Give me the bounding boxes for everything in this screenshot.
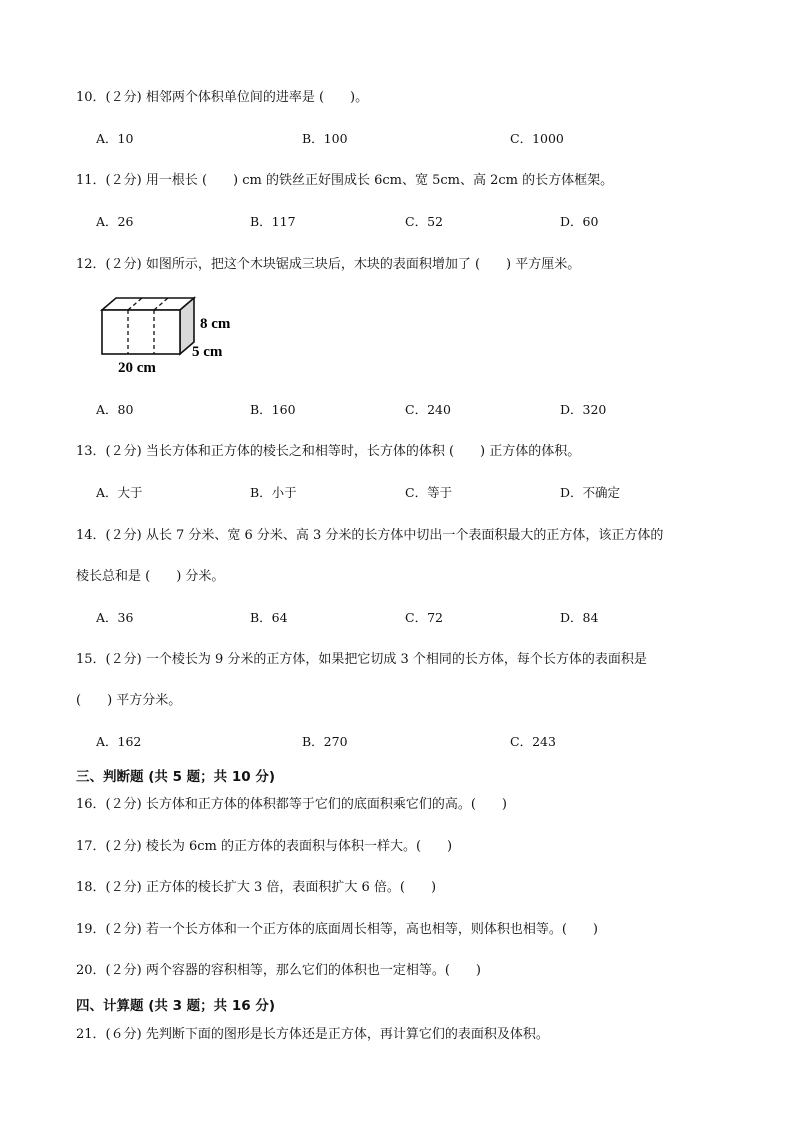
q11-option-b: B．117	[250, 214, 296, 229]
height-label: 8 cm	[200, 316, 231, 332]
question-14-line-2: 棱长总和是 ( ) 分米。	[76, 569, 225, 584]
q12-option-a: A．80	[96, 402, 134, 417]
q12-option-c: C．240	[405, 402, 451, 417]
q10-option-c: C．1000	[510, 131, 564, 146]
cuboid-front-face	[102, 310, 180, 354]
q10-option-b: B．100	[302, 131, 348, 146]
q12-option-b: B．160	[250, 402, 296, 417]
question-18: 18．(２分) 正方体的棱长扩大 3 倍，表面积扩大 6 倍。( )	[76, 880, 437, 895]
question-20: 20．(２分) 两个容器的容积相等，那么它们的体积也一定相等。( )	[76, 963, 481, 978]
cuboid-top-face	[102, 298, 194, 310]
question-10: 10．(２分) 相邻两个体积单位间的进率是 ( )。	[76, 90, 369, 105]
q15-option-a: A．162	[96, 734, 142, 749]
q14-option-a: A．36	[96, 610, 134, 625]
q14-option-b: B．64	[250, 610, 288, 625]
q14-option-c: C．72	[405, 610, 443, 625]
q15-option-c: C．243	[510, 734, 556, 749]
question-11: 11．(２分) 用一根长 ( ) cm 的铁丝正好围成长 6cm、宽 5cm、高 2cm 的长方体框架。	[76, 173, 614, 188]
q12-option-d: D．320	[560, 402, 607, 417]
question-13: 13．(２分) 当长方体和正方体的棱长之和相等时，长方体的体积 ( ) 正方体的体积。	[76, 444, 581, 459]
q11-option-d: D．60	[560, 214, 599, 229]
q13-option-a: A．大于	[96, 485, 143, 500]
q11-option-a: A．26	[96, 214, 134, 229]
question-21: 21．(６分) 先判断下面的图形是长方体还是正方体，再计算它们的表面积及体积。	[76, 1027, 549, 1042]
q11-option-c: C．52	[405, 214, 443, 229]
question-15-line-1: 15．(２分) 一个棱长为 9 分米的正方体，如果把它切成 3 个相同的长方体，每个长方体的表面积是	[76, 652, 647, 667]
q10-option-a: A．10	[96, 131, 134, 146]
q13-option-d: D．不确定	[560, 485, 621, 500]
cuboid-figure	[96, 292, 256, 378]
section-4-title: 四、计算题 (共 3 题；共 16 分)	[76, 998, 276, 1014]
q15-option-b: B．270	[302, 734, 348, 749]
section-3-title: 三、判断题 (共 5 题；共 10 分)	[76, 769, 276, 785]
question-19: 19．(２分) 若一个长方体和一个正方体的底面周长相等，高也相等，则体积也相等。( )	[76, 922, 598, 937]
q14-option-d: D．84	[560, 610, 599, 625]
question-15-line-2: ( ) 平方分米。	[76, 693, 182, 708]
q13-option-c: C．等于	[405, 485, 453, 500]
question-14-line-1: 14．(２分) 从长 7 分米、宽 6 分米、高 3 分米的长方体中切出一个表面积最大的正方体，该正方体的	[76, 528, 664, 543]
q13-option-b: B．小于	[250, 485, 297, 500]
question-17: 17．(２分) 棱长为 6cm 的正方体的表面积与体积一样大。( )	[76, 839, 453, 854]
length-label: 20 cm	[118, 360, 156, 376]
question-12: 12．(２分) 如图所示，把这个木块锯成三块后，木块的表面积增加了 ( ) 平方厘米。	[76, 257, 581, 272]
width-label: 5 cm	[192, 344, 223, 360]
question-16: 16．(２分) 长方体和正方体的体积都等于它们的底面积乘它们的高。( )	[76, 797, 507, 812]
